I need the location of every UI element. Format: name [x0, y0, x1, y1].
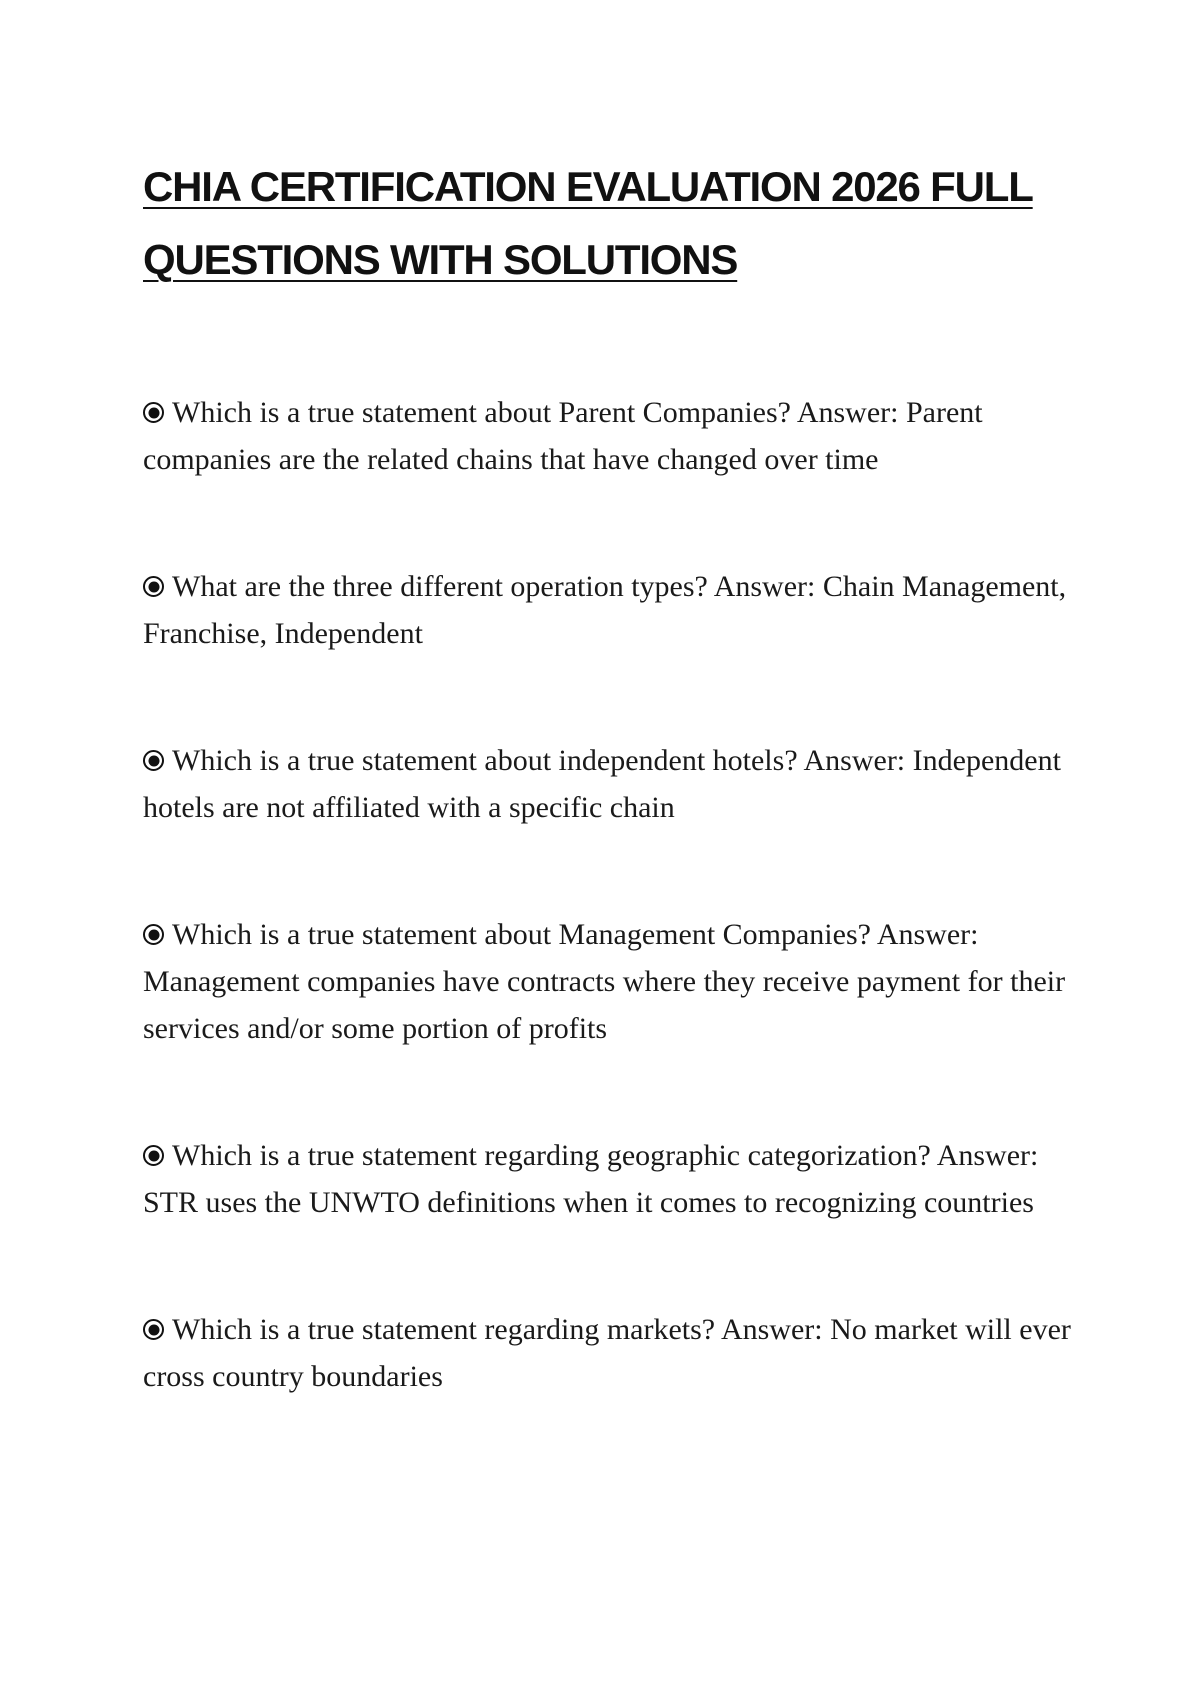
answer-text: Management companies have contracts where they receive payment for their services and/or some portion of profits — [143, 965, 1066, 1045]
answer-text: No market will ever cross country boundaries — [143, 1313, 1071, 1393]
document-page — [143, 150, 1073, 1400]
answer-text: Chain Management, Franchise, Independent — [143, 570, 1067, 650]
answer-label: Answer: — [876, 918, 979, 951]
qa-item — [143, 1306, 1073, 1400]
answer-label: Answer: — [936, 1139, 1039, 1172]
radio-bullet-icon — [143, 924, 164, 945]
answer-label: Answer: — [796, 396, 899, 429]
qa-item — [143, 1132, 1073, 1226]
answer-label: Answer: — [720, 1313, 823, 1346]
document-title: CHIA CERTIFICATION EVALUATION 2026 FULL QUESTIONS WITH SOLUTIONS — [143, 163, 1033, 283]
qa-item — [143, 911, 1073, 1052]
question-text: Which is a true statement regarding geographic categorization? — [172, 1139, 931, 1172]
radio-bullet-icon — [143, 750, 164, 771]
question-text: What are the three different operation types? — [172, 570, 708, 603]
answer-label: Answer: — [803, 744, 906, 777]
answer-text: Independent hotels are not affiliated with a specific chain — [143, 744, 1061, 824]
answer-label: Answer: — [713, 570, 816, 603]
radio-bullet-icon — [143, 402, 164, 423]
question-text: Which is a true statement about Parent Companies? — [172, 396, 791, 429]
radio-bullet-icon — [143, 1319, 164, 1340]
radio-bullet-icon — [143, 1145, 164, 1166]
qa-item — [143, 563, 1073, 657]
radio-bullet-icon — [143, 576, 164, 597]
qa-list — [143, 389, 1073, 1400]
answer-text: Parent companies are the related chains that have changed over time — [143, 396, 983, 476]
answer-text: STR uses the UNWTO definitions when it comes to recognizing countries — [143, 1186, 1034, 1219]
question-text: Which is a true statement regarding markets? — [172, 1313, 716, 1346]
qa-item — [143, 389, 1073, 483]
question-text: Which is a true statement about Management Companies? — [172, 918, 871, 951]
question-text: Which is a true statement about independent hotels? — [172, 744, 798, 777]
qa-item — [143, 737, 1073, 831]
